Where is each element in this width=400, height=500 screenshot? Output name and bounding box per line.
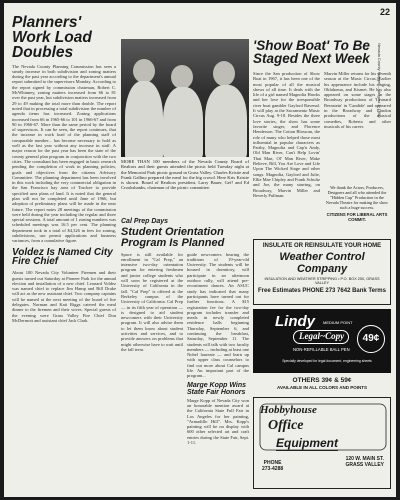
kicker-cal-prep: Cal Prep Days — [121, 218, 169, 225]
article-showboat-body-1: Since the San production of Show Boat in 1967, it has been one of the most popular of all the musical shows of all time. It deals with the life of a girl named Magnolia Hawks and her love for the irresponsible river boat gambler Gaylord Ravenal. It will play at the Sacramento Music Circus Aug. 9-18. Besides the three love stories, the show has some favorite singer, and Florence Henderson. The Cotton Blossom, the role of many who helped those most influential in popular characters as Parthy, Magnolia and Cap'n Andy, Old Man River, Can't Help Lovin' That Man, Ol' Man River, Make Believe, Bill, You Are Love and Life Upon The Wicked Stage and other songs. Magnolia, Gaylord and Julie, Ellie Mae Chipley and Frank Schultz and Joe, the many starring, on Broadway, Marvin Miller and Beverly Pullman. — [253, 71, 320, 198]
article-orientation-body-b: guide newcomers bearing the traditions of 19-year-old University. The students will be housed in dormitory, will participate in an afternoon outdoor rally, will attend pre-recruitment dances. An ASUC study has indicated that many participants have turned out for further functions. A $15 registration fee for the two-day program includes transfer and meals in newly completed residence halls beginning Thursday, September 6, and continuing the breakfast, Saturday, September 11. The students will talk with two faculty members — including at least one Nobel laureate — and learn up with upper class counselors to find out more about Cal campus life. An important part of the program... — [187, 251, 249, 379]
lindy-price-badge: 49¢ — [357, 325, 385, 353]
hobbyhouse-equipment: Equipment — [276, 436, 338, 450]
newspaper-page — [4, 3, 396, 497]
weather-ad-company: Weather Control Company — [279, 251, 365, 275]
headline-kopp: Marge Kopp Wins State Fair Honors — [187, 381, 247, 396]
lindy-pen-ad — [253, 309, 391, 373]
hobbyhouse-address-block — [345, 456, 384, 468]
hobbyhouse-city: GRASS VALLEY — [345, 462, 384, 468]
article-orientation-body-a: Space is still available for enrollment in "Cal Prep," an intensive two-day orientation program for entering freshmen and junior college students who will soon be registered at the University of California in the fall. "Cal Prep" is offered at the Berkeley campus of the University of California. Cal Prep — in its fifth year of operation — is designed to aid student newcomers with their University program. It will also advise them to let them know about student activities and services, and to provide answers on problems that might otherwise have to wait until the fall term. — [121, 251, 183, 352]
article-kopp-body: Marge Kopp of Nevada City won an honorable mention award at the California State Full Fair in Los Angeles for her painting, "Armadillo Hill". Mrs. Kopp's painting will be on display with 600 other selected art and craft entries during the State Fair, Sept. 1-11. — [187, 397, 249, 446]
showboat-col-1 — [253, 71, 320, 237]
article-showboat-body-2: Marvin Miller returns for his seventh season at the Music Circus. Earlier his appearance include his singing, Oklahoma, and Kismet. He has also appeared on some stages in the Broadway productions of 'Leonard Bernstein' in 'Candide' and appeared in the Broadway and London productions of the musical comedies, Roberta and other musicals of his career. — [324, 71, 391, 129]
weather-ad-address: INSULATION AND WEATHER STRIPPING • P.O. BOX 250, GRASS VALLEY — [264, 277, 380, 285]
hobbyhouse-phone-block — [262, 460, 283, 472]
thank-you-signature: CITIZENS FOR LIBERAL ARTS COMMIT. — [326, 212, 388, 222]
thank-you-text: We thank the Actors, Producers, Designers and all who attended the "Hidden Cup" Production in the Nevada Theatre for making the show such a huge success. — [325, 185, 389, 210]
headline-showboat: 'Show Boat' To Be Staged Next Week — [253, 38, 370, 67]
lindy-brand: Lindy — [275, 313, 315, 330]
headline-planners: Planners' Work Load Doubles — [12, 15, 92, 62]
others-prices: OTHERS 39¢ & 59¢ — [292, 377, 352, 384]
photo-caption: MORE THAN 100 members of the Nevada County Board of Realtors and their guests attended the picnic held Tuesday night at the Memorial Park picnic ground in Grass Valley. Charles Kristie and Frank Gallino prepared the meal for the big crowd. Here Kris Kristie is shown. Board of Realtors president, Larry Bauer, Gef! and Ed Crookshanks, chairman of the picnic committee. — [121, 159, 249, 191]
lindy-nonrefill: NON-REFILLABLE BALL PEN — [293, 347, 350, 352]
thank-you-notice — [325, 185, 389, 222]
column-left — [12, 15, 116, 493]
hobbyhouse-phone: 273-4288 — [262, 466, 284, 472]
realtors-photo — [121, 39, 249, 157]
lindy-pen-name: Legal~Copy — [299, 331, 345, 341]
headline-voldez: Voldez Is Named City Fire Chief — [12, 246, 113, 268]
running-head: Nevada County Nugget — August 1, 1990 — [377, 43, 382, 118]
hobbyhouse-phone-label: PHONE — [263, 460, 282, 466]
headline-orientation: Student Orientation Program Is Planned — [121, 226, 225, 249]
column-middle — [121, 215, 249, 495]
weather-ad-tagline: INSULATE OR REINSULATE YOUR HOME — [262, 243, 382, 249]
hobbyhouse-office: Office — [268, 418, 304, 433]
others-colors: AVAILABLE IN ALL COLORS AND POINTS — [277, 385, 367, 390]
hobbyhouse-ad — [253, 397, 391, 489]
article-planners-body: The Nevada County Planning Commission has seen a steady increase in both subdivision and zoning matters during the past year according to the department's annual report submitted to the supervisors Monday. According to the report signed by commission chairman, Robert C. McWhinney, zoning matters increased from 66 to 81 over the past year, but subdivision matters increased from 29 to 49 making the total more than double. The report noted that in processing a total subdivision the number of agenda items has increased. Zoning applications increased from 66 in 1965-66 to 101 in 1966-67 and from 90 in 1966-67. More than the same period by the board of supervisors. It can be seen, the report continues, that the increase in work load of the planning staff of comparable number... has become necessary to hold as well as the last year without any increase in staff. A major reason for the past year has been the state of the county general plan program in conjunction with the two cities. The consultant has been engaged in basic research pending the completion of work in planning policies, goals and objectives from the citizens Advisory Committee. The planning department has been involved in this work including the very commercial obligation in the San Francisco bay area of Truckee to provide specified area plans of land. It is noted that the general plan will not be completed until June of 1966, but adoption of preliminary plans will be made in the near future. The report notes 28 meetings of the commission were held during the year including the regular and three special sessions. A total amount of 1 zoning numbers was scheduled meetings was 16.5 per cent. The planning department took in a total of $4,326 in fees for zoning, subdivisions, use permit applications and business variances, from a cumulative figure. — [12, 63, 116, 244]
lindy-point: MEDIUM POINT — [323, 320, 353, 325]
page-number: 22 — [379, 7, 390, 17]
weather-control-ad — [253, 239, 391, 305]
others-ad — [253, 377, 391, 390]
lindy-fine-print: Specially developed for legal document, engineering sheets — [282, 359, 372, 363]
weather-ad-phone: Free Estimates PHONE 273 7642 Bank Terms — [258, 288, 386, 294]
hobbyhouse-name: Hobbyhouse — [260, 404, 317, 416]
article-voldez-body: About 100 Nevada City Volunteer Firemen and their guests turned out Saturday at Pioneer Park for the annual election and installation of a new chief. Leonard Voldez was named chief to replace Jim Hamp and Bill Drake will act as the new assistant chief. Two company captains will be named at the next meeting of the board of fire delegates. Norman and Kati Riggs catered the meal dinner to the firemen and their wives. Special guests of the evening were Grass Valley Fire Chief Don McDermott and assistant chief Jack Clark. — [12, 270, 116, 323]
hobbyhouse-address: 120 W. MAIN ST. — [345, 456, 384, 462]
showboat-header — [253, 39, 391, 68]
